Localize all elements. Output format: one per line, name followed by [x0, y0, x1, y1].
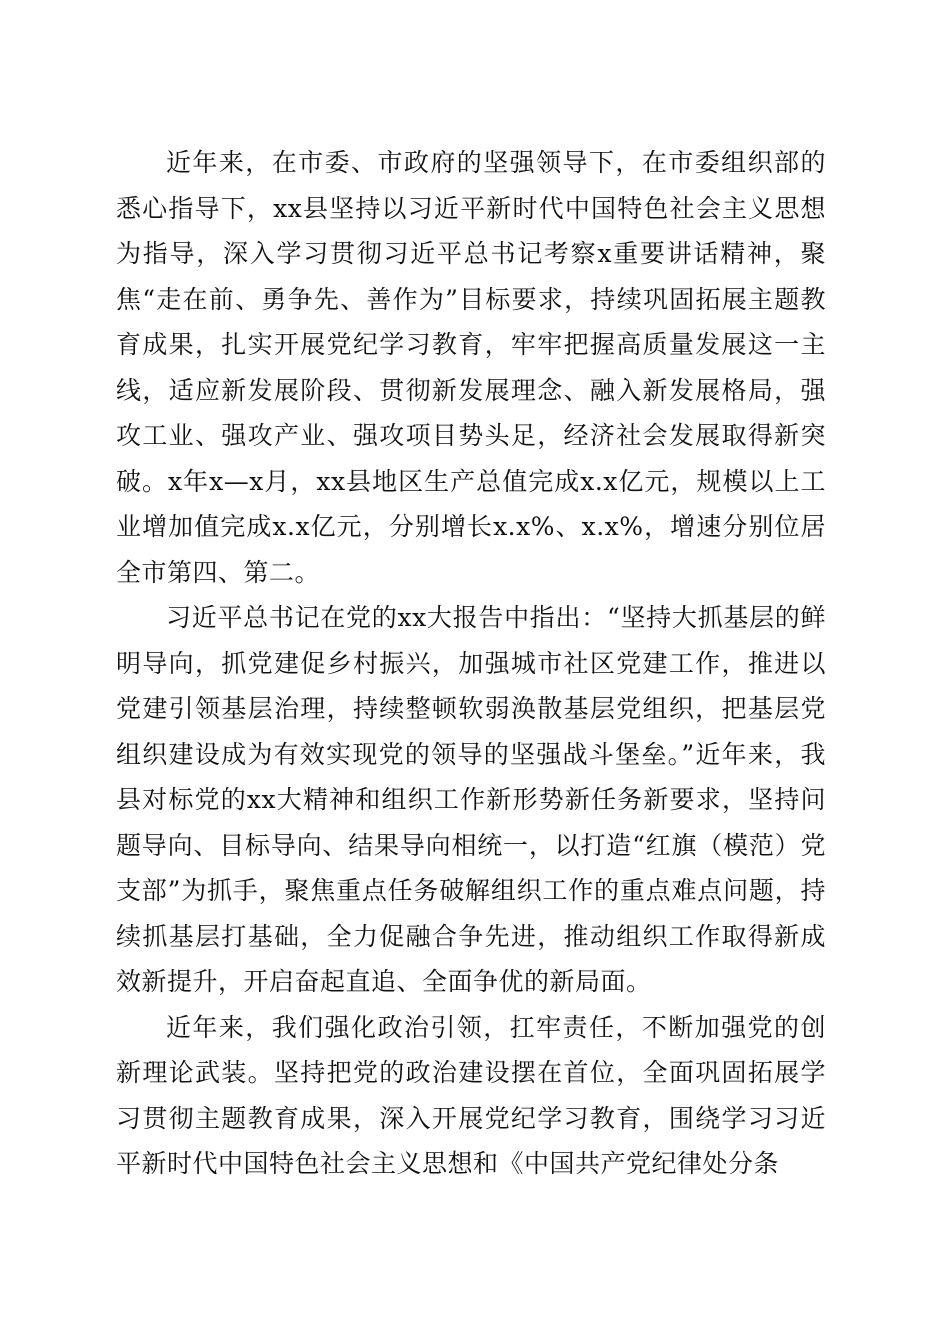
paragraph-1: 近年来，在市委、市政府的坚强领导下，在市委组织部的悉心指导下，xx县坚持以习近平新时代中国特色社会主义思想为指导，深入学习贯彻习近平总书记考察x重要讲话精神，聚焦“走在前、勇争先、善作为”目标要求，持续巩固拓展主题教育成果，扎实开展党纪学习教育，牢牢把握高质量发展这一主线，适应新发展阶段、贯彻新发展理念、融入新发展格局，强攻工业、强攻产业、强攻项目势头足，经济社会发展取得新突破。x年x—x月，xx县地区生产总值完成x.x亿元，规模以上工业增加值完成x.x亿元，分别增长x.x%、x.x%，增速分别位居全市第四、第二。: [116, 148, 826, 587]
paragraph-3: 近年来，我们强化政治引领，扛牢责任，不断加强党的创新理论武装。坚持把党的政治建设摆在首位，全面巩固拓展学习贯彻主题教育成果，深入开展党纪学习教育，围绕学习习近平新时代中国特色社会主义思想和《中国共产党纪律处分条: [116, 1012, 826, 1178]
paragraph-2: 习近平总书记在党的xx大报告中指出：“坚持大抓基层的鲜明导向，抓党建促乡村振兴，加强城市社区党建工作，推进以党建引领基层治理，持续整顿软弱涣散基层党组织，把基层党组织建设成为有效实现党的领导的坚强战斗堡垒。”近年来，我县对标党的xx大精神和组织工作新形势新任务新要求，坚持问题导向、目标导向、结果导向相统一，以打造“红旗（模范）党支部”为抓手，聚焦重点任务破解组织工作的重点难点问题，持续抓基层打基础，全力促融合争先进，推动组织工作取得新成效新提升，开启奋起直追、全面争优的新局面。: [116, 603, 826, 996]
document-body: [116, 140, 826, 1187]
